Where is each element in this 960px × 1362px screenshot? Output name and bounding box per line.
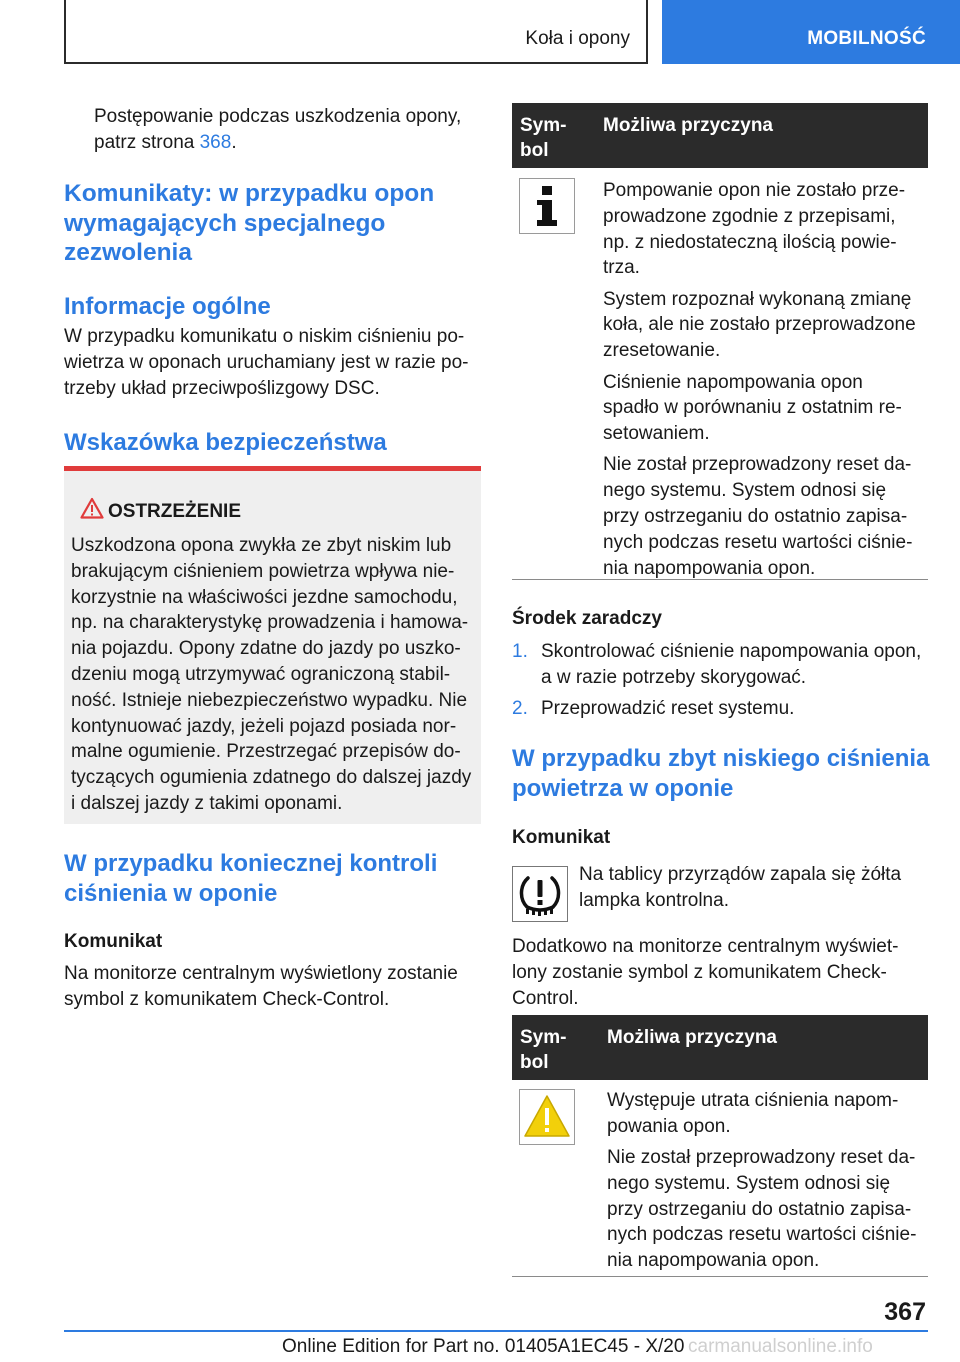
warning-line: np. na charakterystykę prowadzenia i hamowa- — [71, 612, 469, 634]
cause-paragraph — [603, 287, 923, 364]
warning-line: kontynuować jazdy, jeżeli pojazd posiada nor- — [71, 715, 457, 737]
cause-line: nia napompowania opon. — [603, 557, 816, 579]
header-symbol-line: Sym- — [520, 1027, 567, 1048]
cause-line: przy ostrzeganiu do ostatnio zapisa- — [603, 506, 908, 528]
message-text-left — [64, 961, 484, 1013]
cause-line: Nie został przeprowadzony reset da- — [603, 454, 912, 476]
safety-heading: Wskazówka bezpieczeństwa — [64, 429, 387, 456]
low-heading-line: W przypadku zbyt niskiego ciśnienia — [512, 745, 930, 772]
footer-rule — [64, 1330, 928, 1332]
table1-cause-cell — [603, 178, 923, 587]
cause-line: nia napompowania opon. — [607, 1250, 820, 1272]
extra-text-line: Control. — [512, 987, 579, 1009]
cause-line: nego systemu. System odnosi się — [607, 1172, 891, 1194]
cause-line: nych podczas resetu wartości ciśnie- — [607, 1224, 917, 1246]
cause-line: setowaniem. — [603, 423, 710, 445]
cause-line: System rozpoznał wykonaną zmianę — [603, 288, 912, 310]
header-section-title: Koła i opony — [525, 28, 630, 49]
tire-pressure-lamp-icon — [512, 866, 568, 922]
cause-line: Nie został przeprowadzony reset da- — [607, 1147, 916, 1169]
message-text-line: Na monitorze centralnym wyświetlony zostanie — [64, 963, 458, 984]
section-title-line: wymagających specjalnego — [64, 209, 386, 237]
message-label-left: Komunikat — [64, 931, 163, 952]
list-number: 2. — [512, 698, 528, 719]
extra-text-line: lony zostanie symbol z komunikatem Check- — [512, 961, 887, 983]
warning-triangle-icon — [80, 497, 104, 519]
warning-text — [71, 533, 473, 817]
table1-header — [512, 103, 928, 168]
header-symbol-line: bol — [520, 1052, 549, 1073]
info-i-icon — [520, 179, 574, 233]
cause-line: koła, ale nie zostało przeprowadzone — [603, 314, 916, 336]
low-heading-line: powietrza w oponie — [512, 775, 734, 802]
cause-paragraph — [603, 452, 923, 581]
warning-box — [64, 466, 481, 824]
cause-paragraph — [603, 178, 923, 281]
warning-line: nia pojazdu. Opony zdatne do jazdy po uszko- — [71, 638, 461, 660]
list-number: 1. — [512, 641, 528, 662]
list-item — [512, 696, 932, 722]
table1-header-cause: Możliwa przyczyna — [603, 115, 773, 136]
section-title — [64, 179, 484, 268]
cause-line: Ciśnienie napompowania opon — [603, 371, 863, 393]
cause-line: Występuje utrata ciśnienia napom- — [607, 1090, 899, 1111]
remedy-heading: Środek zaradczy — [512, 608, 662, 629]
extra-text — [512, 934, 932, 1011]
warning-line: dzeniu mogą utrzymywać ograniczoną stabil- — [71, 663, 451, 685]
low-pressure-heading — [512, 744, 932, 804]
list-line: Przeprowadzić reset systemu. — [541, 698, 795, 719]
yellow-triangle-icon — [520, 1090, 574, 1144]
general-text-line: wietrza w oponach uruchamiany jest w razie po- — [64, 351, 469, 373]
check-heading-line: ciśnienia w oponie — [64, 880, 278, 907]
message-text-line: symbol z komunikatem Check-Control. — [64, 988, 390, 1010]
page-ref-link[interactable]: 368 — [199, 131, 232, 153]
header-symbol-line: bol — [520, 140, 549, 161]
general-text-line: W przypadku komunikatu o niskim ciśnieniu po- — [64, 326, 465, 347]
general-heading: Informacje ogólne — [64, 293, 271, 320]
cause-line: prowadzone zgodnie z przepisami, — [603, 205, 896, 227]
warning-line: korzystnie na właściwości jezdne samochodu, — [71, 586, 458, 608]
list-line: a w razie potrzeby skorygować. — [541, 666, 807, 688]
table2-header-cause: Możliwa przyczyna — [607, 1027, 777, 1048]
warning-line: tyczących ogumienia zdatnego do dalszej jazdy — [71, 767, 472, 789]
warning-line: Uszkodzona opona zwykła ze zbyt niskim lub — [71, 535, 452, 556]
cause-paragraph — [603, 370, 923, 447]
yellow-warning-symbol-icon — [519, 1089, 575, 1145]
check-heading — [64, 849, 484, 909]
cause-paragraph — [607, 1145, 927, 1274]
section-title-line: zezwolenia — [64, 239, 192, 266]
extra-text-line: Dodatkowo na monitorze centralnym wyświet- — [512, 936, 899, 957]
info-symbol-icon — [519, 178, 575, 234]
footer-edition: Online Edition for Part no. 01405A1EC45 - X/20 — [282, 1336, 685, 1357]
cause-paragraph — [607, 1088, 927, 1140]
warning-line: i dalszej jazdy z takimi oponami. — [71, 792, 343, 814]
list-line: Skontrolować ciśnienie napompowania opon, — [541, 641, 922, 662]
warning-line: brakującym ciśnieniem powietrza wpływa nie- — [71, 560, 455, 582]
check-heading-line: W przypadku koniecznej kontroli — [64, 850, 438, 877]
warning-line: ność. Istnieje niebezpieczeństwo wypadku. Nie — [71, 689, 468, 711]
lamp-text — [579, 862, 929, 914]
cause-line: trza. — [603, 257, 640, 279]
table2-bottom-rule — [512, 1276, 928, 1277]
chapter-tab-label: MOBILNOŚĆ — [807, 28, 926, 49]
cause-line: spadło w porównaniu z ostatnim re- — [603, 397, 902, 419]
table2-cause-cell — [607, 1088, 927, 1280]
page-number: 367 — [884, 1298, 926, 1326]
message-label-right: Komunikat — [512, 827, 611, 848]
table1-header-symbol — [520, 113, 590, 163]
table2-header — [512, 1015, 928, 1080]
intro-paragraph — [94, 104, 484, 156]
cause-line: zresetowanie. — [603, 340, 721, 362]
warning-line: malne ogumienie. Przestrzegać przepisów do- — [71, 741, 461, 763]
cause-line: powania opon. — [607, 1115, 731, 1137]
intro-line-2 — [94, 130, 484, 156]
list-item — [512, 639, 932, 691]
table2-header-symbol — [520, 1025, 590, 1075]
list-text — [541, 696, 933, 722]
cause-line: Pompowanie opon nie zostało prze- — [603, 180, 906, 201]
tpms-icon — [513, 867, 567, 921]
general-text-line: trzeby układ przeciwpoślizgowy DSC. — [64, 377, 380, 399]
cause-line: nego systemu. System odnosi się — [603, 480, 887, 502]
table1-bottom-rule — [512, 579, 928, 580]
watermark: carmanualsonline.info — [688, 1336, 873, 1357]
list-text — [541, 639, 933, 691]
lamp-text-line: lampka kontrolna. — [579, 889, 729, 911]
intro-ref-prefix: patrz strona — [94, 131, 200, 153]
chapter-tab[interactable] — [662, 0, 960, 64]
cause-line: nych podczas resetu wartości ciśnie- — [603, 531, 913, 553]
cause-line: przy ostrzeganiu do ostatnio zapisa- — [607, 1198, 912, 1220]
lamp-text-line: Na tablicy przyrządów zapala się żółta — [579, 864, 902, 885]
warning-title: OSTRZEŻENIE — [108, 501, 242, 522]
intro-line-1: Postępowanie podczas uszkodzenia opony, — [94, 106, 462, 127]
intro-ref-suffix: . — [231, 131, 237, 153]
header-symbol-line: Sym- — [520, 115, 567, 136]
section-title-line: Komunikaty: w przypadku opon — [64, 180, 435, 207]
general-text — [64, 324, 484, 401]
cause-line: np. z niedostateczną ilością powie- — [603, 231, 897, 253]
